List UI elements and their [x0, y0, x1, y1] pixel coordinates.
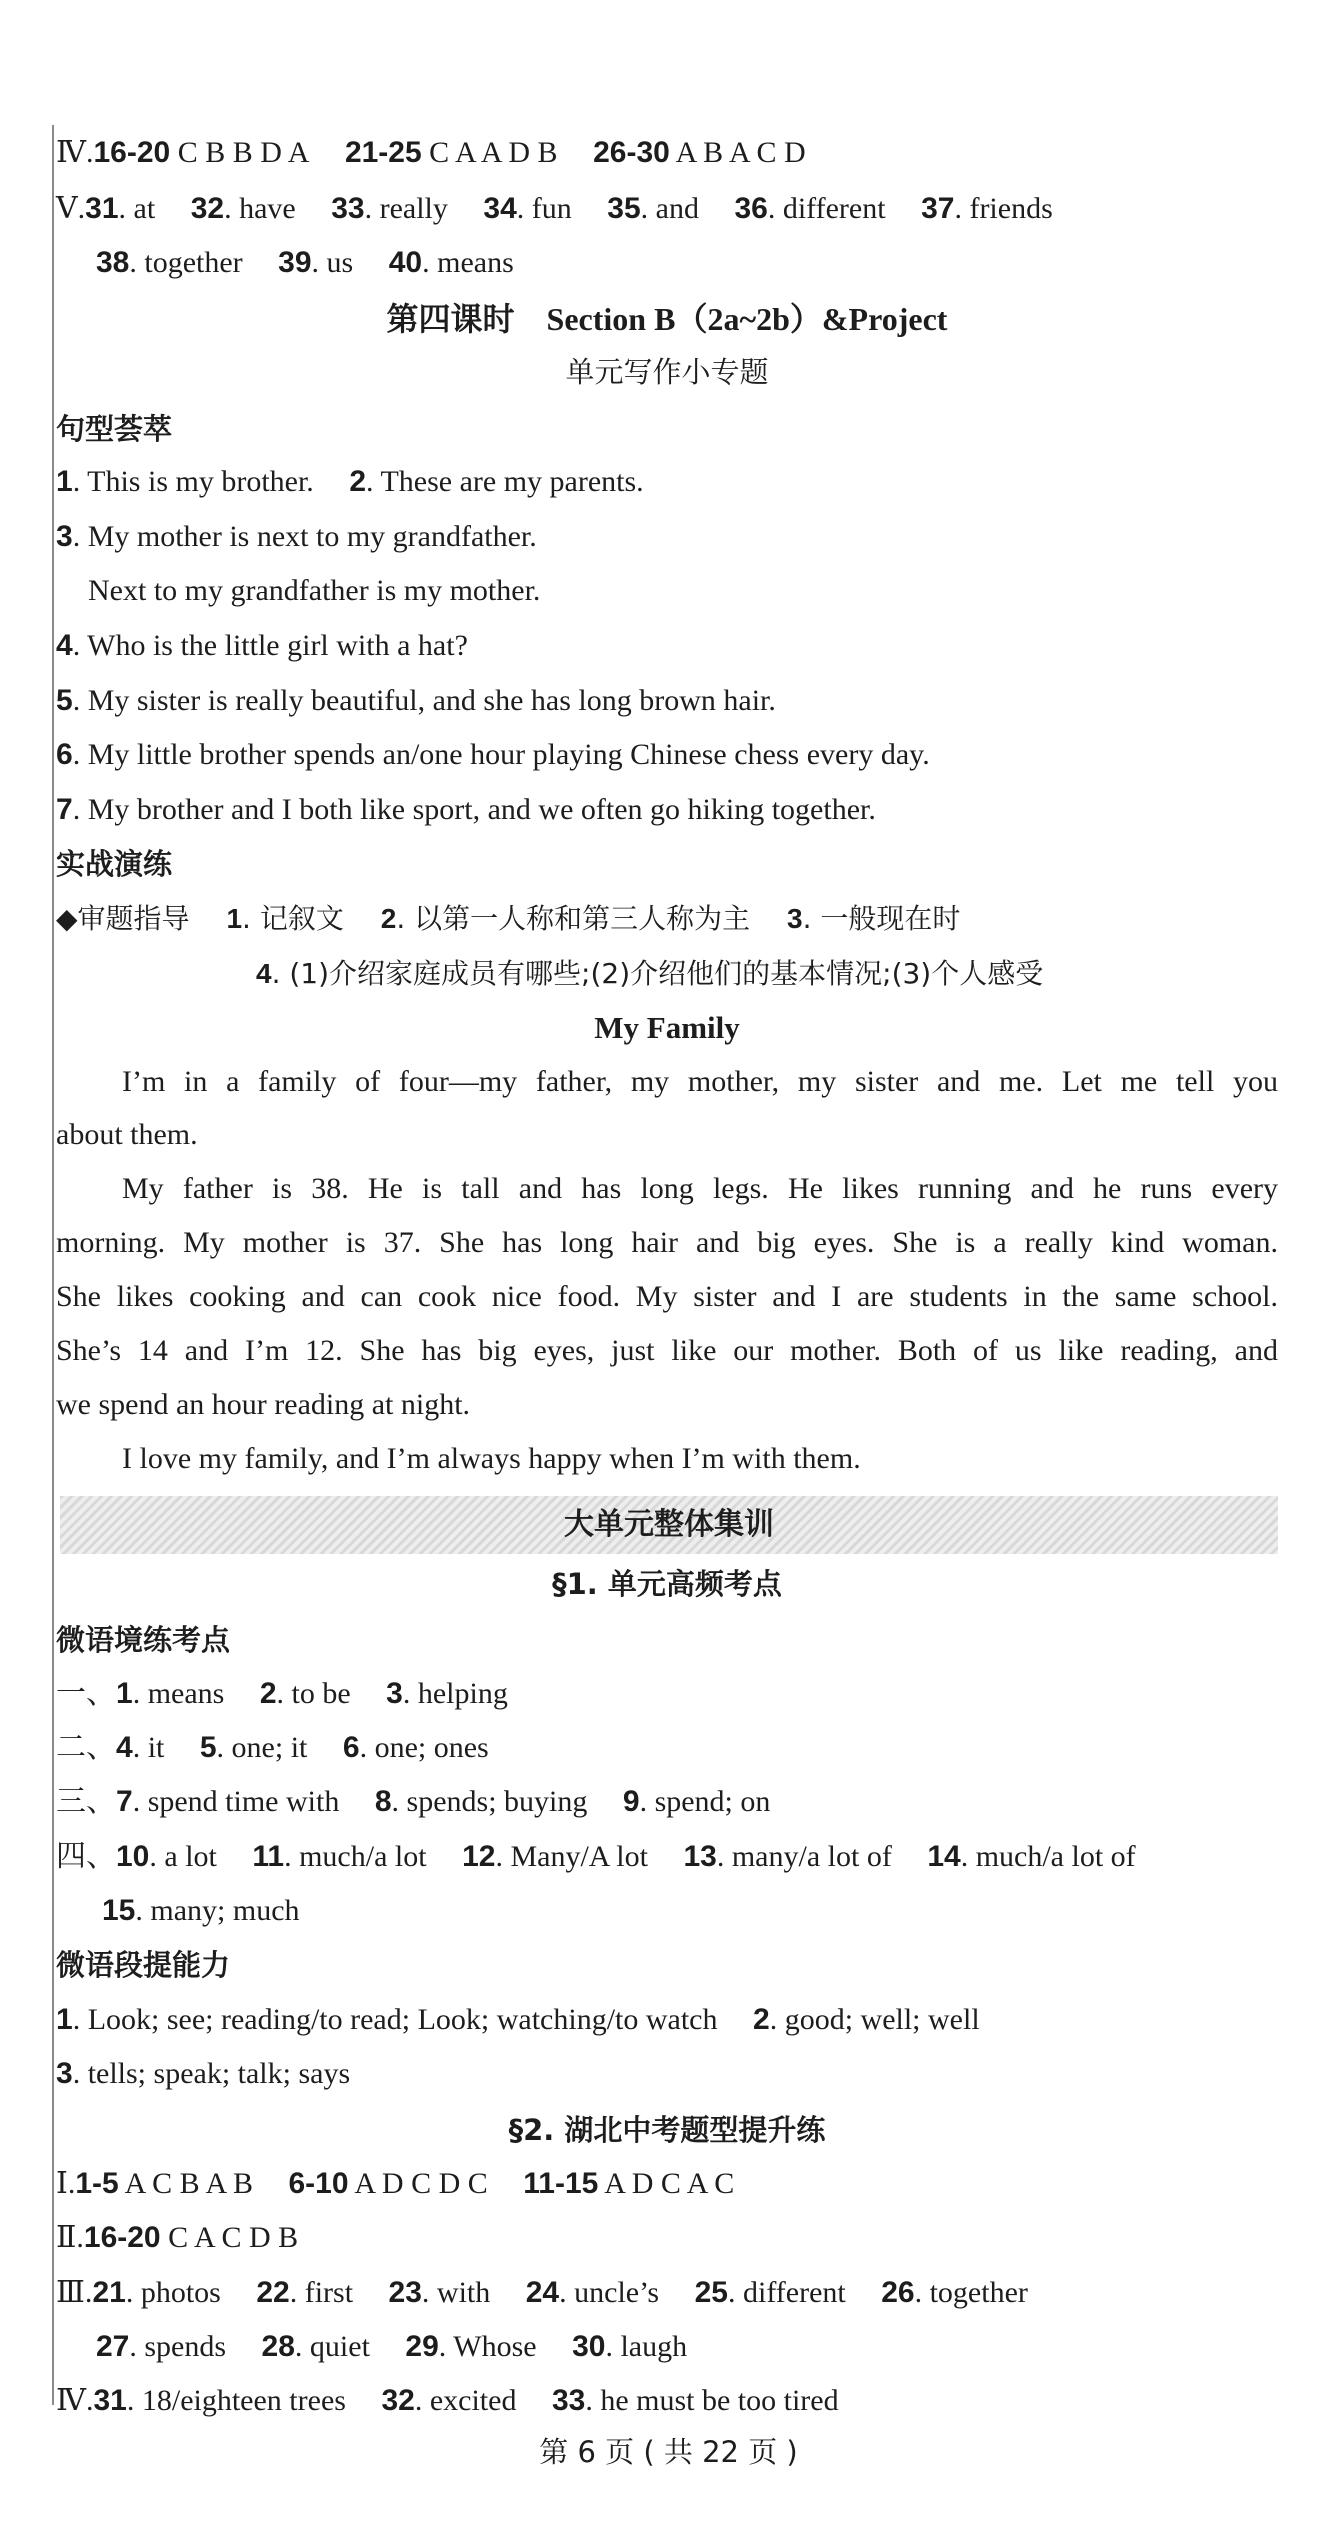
guide-line [256, 954, 1278, 994]
answer-line-iv-2 [56, 2381, 1278, 2421]
item-number: 2 [349, 465, 366, 498]
sentence-text: . These are my parents. [366, 465, 644, 498]
item-answer: . uncle’s [559, 2276, 660, 2309]
sentence-line [56, 790, 1278, 830]
left-margin-rule [52, 125, 54, 2405]
item-number: 3 [56, 2057, 73, 2090]
item-answer: . much/a lot of [960, 1840, 1136, 1873]
item-answer: . spends [129, 2330, 227, 2363]
roman-label: Ⅰ. [56, 2167, 76, 2200]
item-number: 1 [56, 465, 73, 498]
item-number: 11 [252, 1840, 285, 1873]
item-answer: . spends; buying [391, 1785, 588, 1818]
item-number: 2 [380, 903, 397, 934]
micro-answer-line [56, 1674, 1278, 1714]
lesson-subtitle: 单元写作小专题 [565, 355, 769, 389]
item-answer: . one; ones [359, 1731, 489, 1764]
item-number: 34 [483, 192, 517, 225]
item-answer: . quiet [294, 2330, 370, 2363]
item-number: 35 [607, 192, 641, 225]
sentence-line-alt: Next to my grandfather is my mother. [88, 574, 541, 607]
item-answer: . one; it [216, 1731, 308, 1764]
item-answer: . means [422, 246, 514, 279]
group-number: 11-15 [523, 2167, 599, 2200]
item-number: 38 [96, 246, 130, 279]
item-answer: . 18/eighteen trees [126, 2384, 346, 2417]
group-number: 6-10 [288, 2167, 349, 2200]
item-number: 1 [56, 2003, 73, 2036]
micro-answer-line [56, 2054, 1278, 2094]
micro-answer-line [56, 1782, 1278, 1822]
group-answers: A D C A C [604, 2167, 735, 2200]
sentence-line [56, 735, 1278, 775]
item-number: 8 [374, 1785, 392, 1818]
item-answer: . us [311, 246, 354, 279]
roman-label: Ⅲ. [56, 2276, 93, 2309]
item-answer: . spend time with [132, 1785, 340, 1818]
item-answer: . different [727, 2276, 846, 2309]
micro-answer-line [56, 1837, 1278, 1877]
item-answer: . different [767, 192, 886, 225]
item-answer: . with [421, 2276, 491, 2309]
group-number: 26-30 [593, 136, 670, 169]
item-answer: . laugh [605, 2330, 688, 2363]
essay-line: we spend an hour reading at night. [56, 1388, 471, 1421]
sentence-line [56, 517, 1278, 557]
essay-line: She’s 14 and I’m 12. She has big eyes, just like our mother. Both of us like reading, and [56, 1334, 1278, 1367]
item-number: 30 [572, 2330, 606, 2363]
group-answers: A D C D C [354, 2167, 488, 2200]
answer-line-v [56, 189, 1278, 229]
answer-line-v-cont [96, 243, 1318, 283]
item-number: 1 [226, 903, 243, 934]
essay-line: morning. My mother is 37. She has long hair and big eyes. She is a really kind woman. [56, 1226, 1278, 1259]
item-number: 33 [331, 192, 365, 225]
micro-answer-line [56, 1728, 1278, 1768]
item-number: 6 [342, 1731, 360, 1764]
roman-label: Ⅱ. [56, 2221, 84, 2254]
item-number: 5 [199, 1731, 217, 1764]
group-answers: A B A C D [675, 136, 806, 169]
item-number: 29 [405, 2330, 439, 2363]
item-answer: . and [640, 192, 699, 225]
item-answer: . spend; on [639, 1785, 771, 1818]
item-answer: . to be [276, 1677, 351, 1710]
essay-line: I love my family, and I’m always happy when I’m with them. [122, 1442, 861, 1475]
item-number: 37 [921, 192, 955, 225]
sentence-line [56, 626, 1278, 666]
item-answer: . really [364, 192, 448, 225]
group-number: 16-20 [93, 136, 171, 169]
lesson-title: 第四课时 Section B（2a~2b）&Project [386, 301, 948, 337]
roman-label: Ⅳ. [56, 2384, 94, 2417]
item-number: 33 [551, 2384, 586, 2417]
item-number: 15 [102, 1894, 136, 1927]
guide-text: . 以第一人称和第三人称为主 [396, 902, 751, 935]
item-answer: . Many/A lot [495, 1840, 648, 1873]
item-answer: . he must be too tired [585, 2384, 839, 2417]
guide-text: . 记叙文 [242, 902, 344, 935]
essay-line: She likes cooking and can cook nice food. My sister and I are students in the same school. [56, 1280, 1278, 1313]
item-number: 27 [96, 2330, 130, 2363]
item-answer: . first [289, 2276, 354, 2309]
item-number: 31 [85, 192, 119, 225]
sentence-text: . This is my brother. [72, 465, 314, 498]
item-answer: . a lot [149, 1840, 217, 1873]
item-number: 25 [694, 2276, 728, 2309]
section-heading: 微语境练考点 [56, 1623, 231, 1657]
unit-training-band [60, 1496, 1278, 1554]
item-number: 7 [56, 793, 73, 826]
item-answer: . photos [125, 2276, 221, 2309]
sentence-text: . My little brother spends an/one hour playing Chinese chess every day. [72, 738, 930, 771]
item-number: 26 [881, 2276, 915, 2309]
item-number: 1 [116, 1677, 133, 1710]
sentence-line [56, 462, 1278, 502]
item-number: 5 [56, 684, 73, 717]
item-answer: . together [129, 246, 243, 279]
sentence-text: . My sister is really beautiful, and she has long brown hair. [72, 684, 776, 717]
group-answers: A C B A B [124, 2167, 253, 2200]
section-title: §1. 单元高频考点 [552, 1567, 782, 1601]
guide-text: . 一般现在时 [802, 902, 961, 935]
roman-label: Ⅴ. [56, 192, 86, 225]
item-number: 32 [190, 192, 225, 225]
item-number: 6 [56, 738, 73, 771]
item-number: 2 [259, 1677, 277, 1710]
group-answers: C A C D B [168, 2221, 299, 2254]
item-number: 4 [256, 958, 272, 989]
essay-line: My father is 38. He is tall and has long legs. He likes running and he runs every [122, 1172, 1278, 1205]
sentence-text: . Who is the little girl with a hat? [72, 629, 468, 662]
sentence-line [56, 681, 1278, 721]
section-heading: 微语段提能力 [56, 1948, 231, 1982]
answer-line-iii-cont [96, 2327, 1318, 2367]
item-number: 28 [261, 2330, 295, 2363]
band-title: 大单元整体集训 [564, 1507, 774, 1542]
item-answer: . friends [954, 192, 1053, 225]
item-answer: . Whose [438, 2330, 537, 2363]
item-answer: . at [118, 192, 156, 225]
item-answer: . many/a lot of [716, 1840, 892, 1873]
item-number: 4 [56, 629, 73, 662]
section-heading: 句型荟萃 [56, 412, 173, 446]
essay-line: I’m in a family of four—my father, my mother, my sister and me. Let me tell you [122, 1065, 1278, 1098]
item-number: 21 [92, 2276, 126, 2309]
micro-answer-line [56, 2000, 1278, 2040]
item-answer: . means [132, 1677, 225, 1710]
item-number: 10 [116, 1840, 150, 1873]
item-number: 13 [683, 1840, 717, 1873]
item-answer: . much/a lot [284, 1840, 427, 1873]
guide-line [56, 899, 1278, 939]
answer-line-iv [56, 133, 1278, 173]
roman-label: Ⅳ. [56, 136, 94, 169]
item-number: 7 [116, 1785, 133, 1818]
item-answer: . good; well; well [769, 2003, 980, 2036]
item-number: 12 [462, 1840, 496, 1873]
item-answer: . it [132, 1731, 165, 1764]
section-heading: 实战演练 [56, 847, 173, 881]
group-number: 21-25 [344, 136, 422, 169]
item-number: 2 [753, 2003, 770, 2036]
chinese-label: 二、 [56, 1731, 116, 1764]
chinese-label: 三、 [56, 1785, 116, 1818]
answer-line-ii [56, 2218, 1278, 2258]
item-number: 3 [386, 1677, 403, 1710]
sentence-text: . My brother and I both like sport, and we often go hiking together. [72, 793, 876, 826]
item-number: 32 [381, 2384, 415, 2417]
item-answer: . helping [402, 1677, 508, 1710]
item-number: 23 [388, 2276, 422, 2309]
micro-answer-line [102, 1891, 1324, 1931]
guide-text: . (1)介绍家庭成员有哪些;(2)介绍他们的基本情况;(3)个人感受 [271, 957, 1044, 990]
item-number: 3 [56, 520, 73, 553]
group-number: 1-5 [75, 2167, 119, 2200]
item-number: 24 [525, 2276, 560, 2309]
item-number: 40 [388, 246, 423, 279]
chinese-label: 四、 [56, 1840, 116, 1873]
item-number: 3 [787, 903, 803, 934]
item-answer: . tells; speak; talk; says [72, 2057, 351, 2090]
page-footer: 第 6 页 ( 共 22 页 ) [539, 2435, 798, 2469]
item-answer: . fun [516, 192, 572, 225]
item-number: 39 [278, 246, 312, 279]
group-answers: C A A D B [429, 136, 558, 169]
group-number: 16-20 [83, 2221, 161, 2254]
answer-line-i [56, 2164, 1278, 2204]
item-number: 36 [734, 192, 768, 225]
section-title: §2. 湖北中考题型提升练 [508, 2113, 826, 2147]
essay-title: My Family [594, 1010, 740, 1045]
item-number: 22 [256, 2276, 290, 2309]
group-answers: C B B D A [177, 136, 310, 169]
essay-line: about them. [56, 1118, 198, 1151]
item-answer: . have [224, 192, 296, 225]
item-number: 31 [93, 2384, 127, 2417]
item-answer: . together [914, 2276, 1028, 2309]
item-number: 14 [927, 1840, 961, 1873]
sentence-text: . My mother is next to my grandfather. [72, 520, 537, 553]
item-number: 9 [622, 1785, 640, 1818]
item-answer: . excited [414, 2384, 517, 2417]
answer-line-iii [56, 2273, 1278, 2313]
guide-label: ◆审题指导 [56, 902, 190, 935]
chinese-label: 一、 [56, 1677, 116, 1710]
item-answer: . Look; see; reading/to read; Look; watching/to watch [72, 2003, 718, 2036]
item-number: 4 [116, 1731, 133, 1764]
item-answer: . many; much [135, 1894, 300, 1927]
